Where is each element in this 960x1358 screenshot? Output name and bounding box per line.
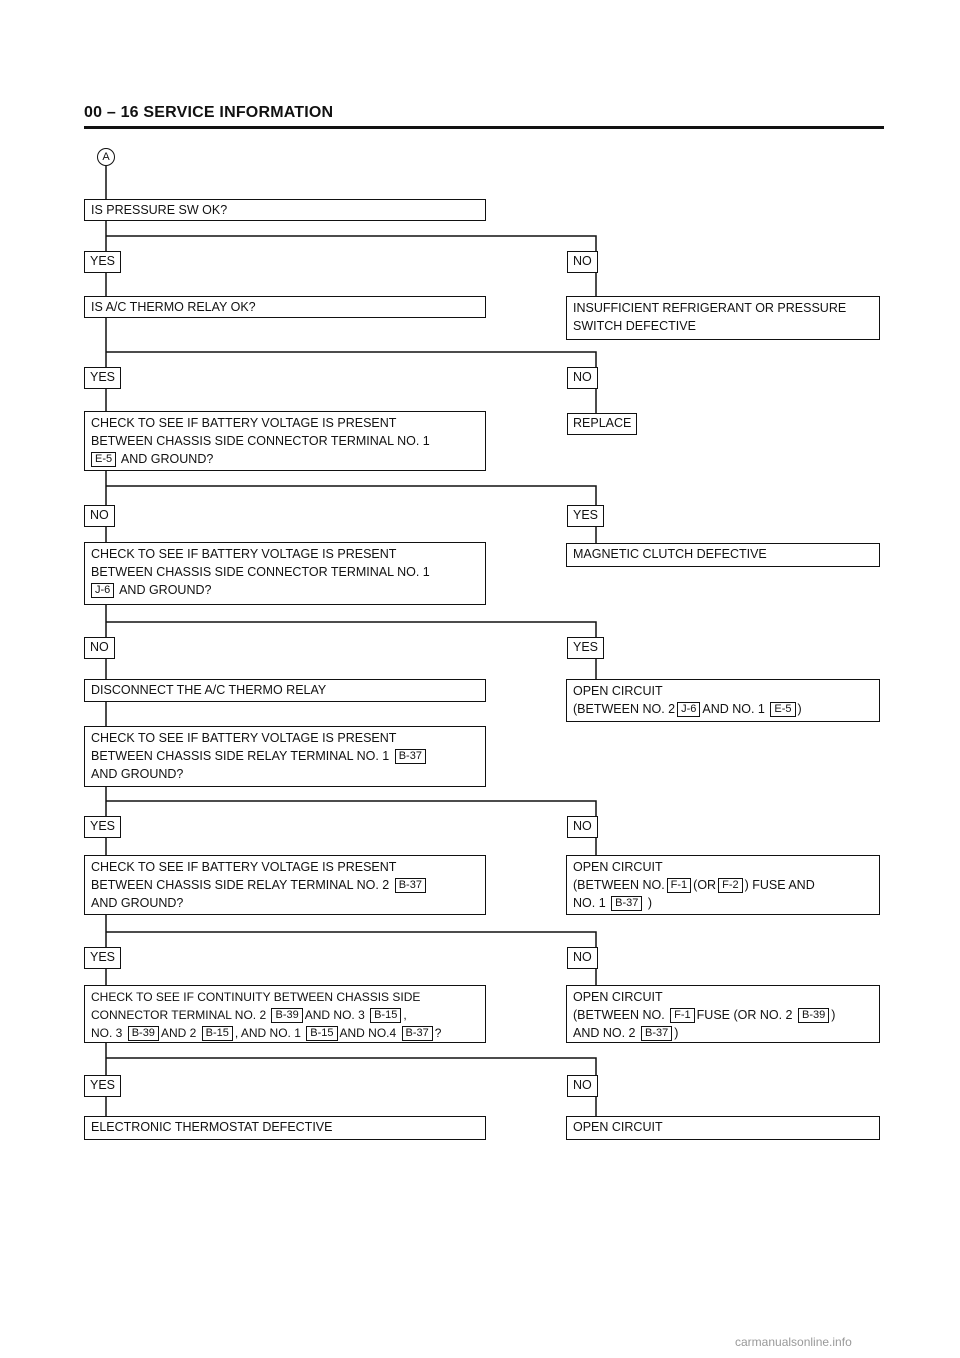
step-line: CHECK TO SEE IF BATTERY VOLTAGE IS PRESENT [91,860,397,874]
label-yes: YES [84,251,121,273]
step-disconnect-relay [84,679,486,702]
ref-f1: F-1 [667,878,692,893]
step-line: NO. 3 B-39 AND 2 B-15 , AND NO. 1 B-15 AND NO.4 B-37 ? [91,1026,442,1040]
result-line: OPEN CIRCUIT [573,684,663,698]
step-text: IS PRESSURE SW OK? [91,203,228,217]
ref-b15: B-15 [370,1008,401,1023]
result-open-circuit-j6-e5 [566,679,880,722]
ref-f1: F-1 [670,1008,695,1023]
ref-b15: B-15 [306,1026,337,1041]
step-line: CHECK TO SEE IF BATTERY VOLTAGE IS PRESENT [91,416,397,430]
result-refrigerant [566,296,880,340]
step-line: BETWEEN CHASSIS SIDE RELAY TERMINAL NO. 1 B-37 [91,747,479,765]
ref-b39: B-39 [128,1026,159,1041]
result-text: MAGNETIC CLUTCH DEFECTIVE [573,547,767,561]
label-yes: YES [567,637,604,659]
step-pressure-switch [84,199,486,221]
ref-j6: J-6 [91,583,114,598]
step-check-relay-terminal-1 [84,726,486,787]
step-line: BETWEEN CHASSIS SIDE CONNECTOR TERMINAL NO. 1 [91,565,430,579]
step-thermo-relay [84,296,486,318]
step-line: AND GROUND? [91,767,184,781]
result-line: AND NO. 2 B-37 ) [573,1026,679,1040]
label-no: NO [84,637,115,659]
ref-e5: E-5 [770,702,795,717]
ref-j6: J-6 [677,702,700,717]
ref-b37: B-37 [395,749,426,764]
step-line: E-5 AND GROUND? [91,450,479,468]
step-line: CHECK TO SEE IF BATTERY VOLTAGE IS PRESENT [91,547,397,561]
label-yes: YES [84,367,121,389]
ref-b37: B-37 [641,1026,672,1041]
start-marker: A [97,148,115,166]
step-line: CHECK TO SEE IF BATTERY VOLTAGE IS PRESENT [91,731,397,745]
result-line: (BETWEEN NO. F-1 (OR F-2 ) FUSE AND [573,878,815,892]
page-title: 00 – 16 SERVICE INFORMATION [84,104,334,121]
result-open-circuit-fuse [566,855,880,915]
result-text: ELECTRONIC THERMOSTAT DEFECTIVE [91,1120,333,1134]
result-replace: REPLACE [567,413,637,435]
step-line: AND GROUND? [91,896,184,910]
ref-b37: B-37 [395,878,426,893]
step-check-j6 [84,542,486,605]
step-text: IS A/C THERMO RELAY OK? [91,300,256,314]
ref-e5: E-5 [91,452,116,467]
label-yes: YES [84,816,121,838]
result-line: SWITCH DEFECTIVE [573,319,696,333]
step-line: BETWEEN CHASSIS SIDE CONNECTOR TERMINAL NO. 1 [91,434,430,448]
step-check-continuity [84,985,486,1043]
ref-f2: F-2 [718,878,743,893]
result-magnetic-clutch [566,543,880,567]
result-open-circuit [566,1116,880,1140]
step-line: CHECK TO SEE IF CONTINUITY BETWEEN CHASSIS SIDE [91,990,421,1004]
step-check-e5 [84,411,486,471]
ref-b15: B-15 [202,1026,233,1041]
result-line: NO. 1 B-37 ) [573,896,653,910]
label-no: NO [84,505,115,527]
label-no: NO [567,251,598,273]
result-line: OPEN CIRCUIT [573,860,663,874]
result-line: OPEN CIRCUIT [573,990,663,1004]
label-no: NO [567,947,598,969]
result-thermostat-defective [84,1116,486,1140]
step-check-relay-terminal-2 [84,855,486,915]
ref-b37: B-37 [402,1026,433,1041]
ref-b39: B-39 [271,1008,302,1023]
result-line: INSUFFICIENT REFRIGERANT OR PRESSURE [573,301,847,315]
step-line: CONNECTOR TERMINAL NO. 2 B-39 AND NO. 3 B-15 , [91,1008,407,1022]
ref-b39: B-39 [798,1008,829,1023]
label-no: NO [567,367,598,389]
label-yes: YES [84,947,121,969]
footer-watermark: carmanualsonline.info [735,1335,852,1349]
label-yes: YES [84,1075,121,1097]
label-no: NO [567,1075,598,1097]
label-no: NO [567,816,598,838]
result-line: (BETWEEN NO. F-1 FUSE (OR NO. 2 B-39 ) [573,1008,836,1022]
result-line: (BETWEEN NO. 2 J-6 AND NO. 1 E-5 ) [573,702,802,716]
step-text: DISCONNECT THE A/C THERMO RELAY [91,683,327,697]
result-open-circuit-f1 [566,985,880,1043]
step-line: J-6 AND GROUND? [91,581,479,599]
label-yes: YES [567,505,604,527]
ref-b37: B-37 [611,896,642,911]
step-line: BETWEEN CHASSIS SIDE RELAY TERMINAL NO. 2 B-37 [91,876,479,894]
result-text: OPEN CIRCUIT [573,1120,663,1134]
